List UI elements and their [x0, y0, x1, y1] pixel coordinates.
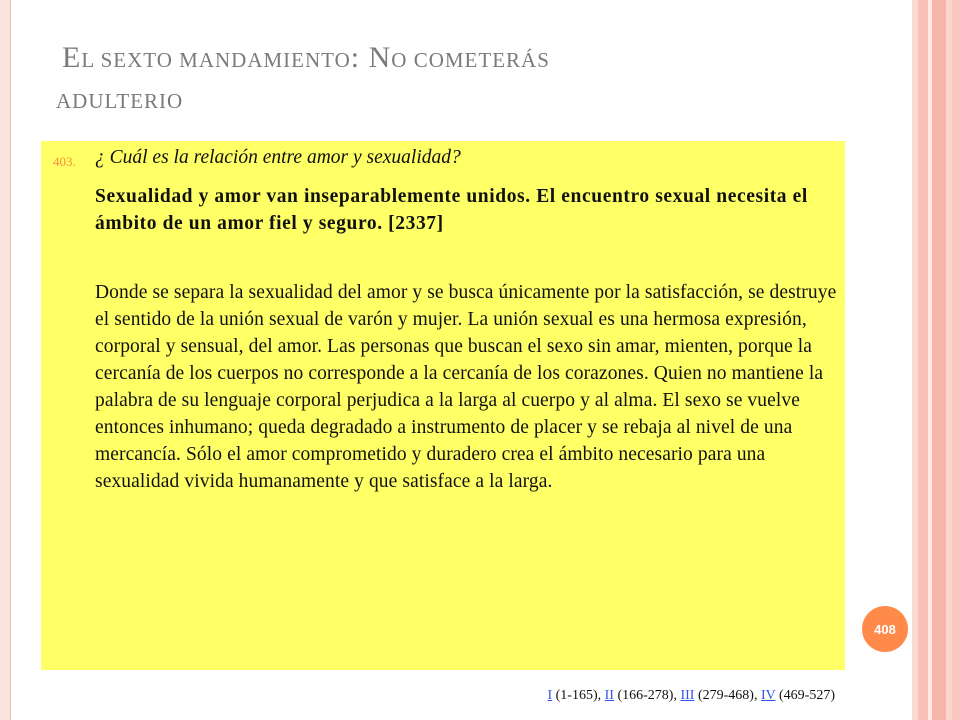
- left-border-decoration: [0, 0, 11, 720]
- page-number-badge: 408: [862, 606, 908, 652]
- range-part-1: (1-165),: [552, 688, 605, 703]
- question-number: 403.: [53, 154, 76, 169]
- right-stripes-decoration: [912, 0, 960, 720]
- title-part: L SEXTO MANDAMIENTO: [81, 48, 351, 72]
- footer-links: [547, 688, 835, 704]
- title-part: O COMETERÁS: [391, 48, 550, 72]
- range-part-3: (279-468),: [694, 688, 761, 703]
- slide-title: [56, 38, 882, 121]
- range-part-4: (469-527): [775, 688, 835, 703]
- explanation-text: Donde se separa la sexualidad del amor y se busca únicamente por la satisfacción, se destruye el sentido de la unión sexual de varón y mujer. La unión sexual es una hermosa expresión, corporal y sensual, del amor. Las personas que buscan el sexo sin amar, mienten, porque la cercanía de los cuerpos no corresponde a la cercanía de los corazones. Quien no mantiene la palabra de su lenguaje corporal perjudica a la larga al cuerpo y al alma. El sexo se vuelve entonces inhumano; queda degradado a instrumento de placer y se rebaja al nivel de una mercancía. Sólo el amor comprometido y duradero crea el ámbito necesario para una sexualidad vivida humanamente y que satisface a la larga.: [95, 282, 837, 492]
- link-part-4[interactable]: IV: [760, 688, 776, 703]
- title-part: ADULTERIO: [56, 89, 184, 113]
- content-box: [41, 141, 845, 670]
- answer-text: Sexualidad y amor van inseparablemente unidos. El encuentro sexual necesita el ámbito de un amor fiel y seguro. [2337]: [95, 186, 808, 234]
- link-part-2[interactable]: II: [604, 688, 614, 703]
- range-part-2: (166-278),: [613, 688, 681, 703]
- title-part: N: [368, 41, 392, 74]
- question-text: ¿ Cuál es la relación entre amor y sexualidad?: [95, 147, 461, 168]
- link-part-1[interactable]: I: [547, 688, 553, 703]
- title-part: :: [350, 41, 369, 74]
- link-part-3[interactable]: III: [680, 688, 695, 703]
- title-part: E: [62, 41, 82, 74]
